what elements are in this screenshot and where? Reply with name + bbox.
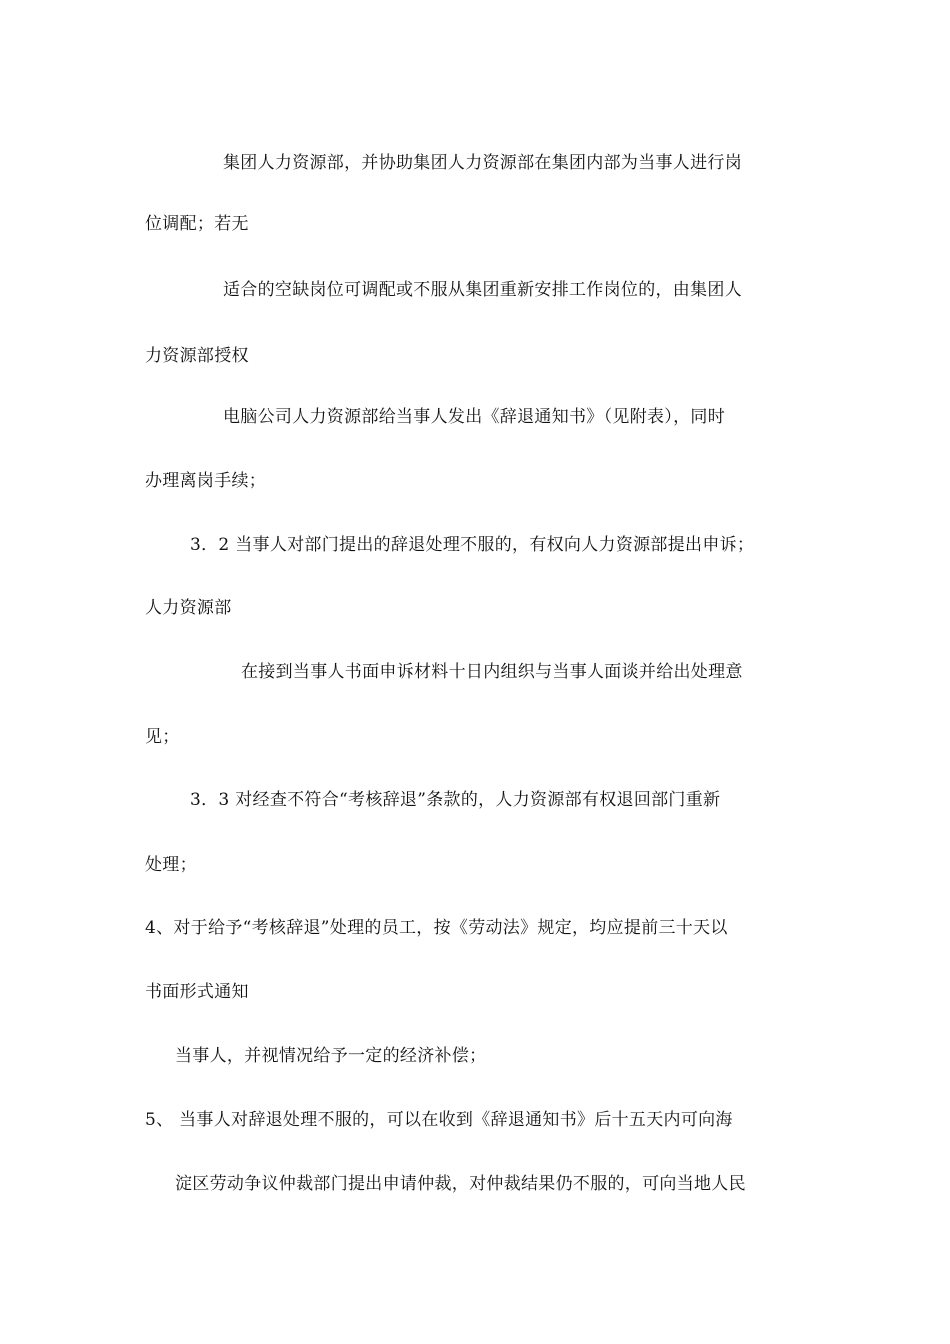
paragraph-line: 书面形式通知 [145,982,249,1002]
paragraph-line: 适合的空缺岗位可调配或不服从集团重新安排工作岗位的，由集团人 [223,280,742,300]
paragraph-line: 电脑公司人力资源部给当事人发出《辞退通知书》（见附表），同时 [223,407,725,427]
paragraph-line: 人力资源部 [145,598,232,618]
paragraph-line: 办理离岗手续； [145,471,267,491]
paragraph-line: 当事人，并视情况给予一定的经济补偿； [175,1046,487,1066]
paragraph-line: 淀区劳动争议仲裁部门提出申请仲裁，对仲裁结果仍不服的，可向当地人民 [175,1174,746,1194]
clause-4-line: 4、对于给予“考核辞退”处理的员工，按《劳动法》规定，均应提前三十天以 [145,918,728,938]
clause-3-2-line: 3．2 当事人对部门提出的辞退处理不服的，有权向人力资源部提出申诉； [190,535,755,555]
paragraph-line: 集团人力资源部，并协助集团人力资源部在集团内部为当事人进行岗 [223,153,742,173]
paragraph-line: 见； [145,727,180,747]
clause-5-line: 5、 当事人对辞退处理不服的，可以在收到《辞退通知书》后十五天内可向海 [145,1110,733,1130]
paragraph-line: 力资源部授权 [145,346,249,366]
paragraph-line: 位调配；若无 [145,214,249,234]
paragraph-line: 在接到当事人书面申诉材料十日内组织与当事人面谈并给出处理意 [241,662,743,682]
clause-3-3-line: 3．3 对经查不符合“考核辞退”条款的，人力资源部有权退回部门重新 [190,790,721,810]
paragraph-line: 处理； [145,855,197,875]
